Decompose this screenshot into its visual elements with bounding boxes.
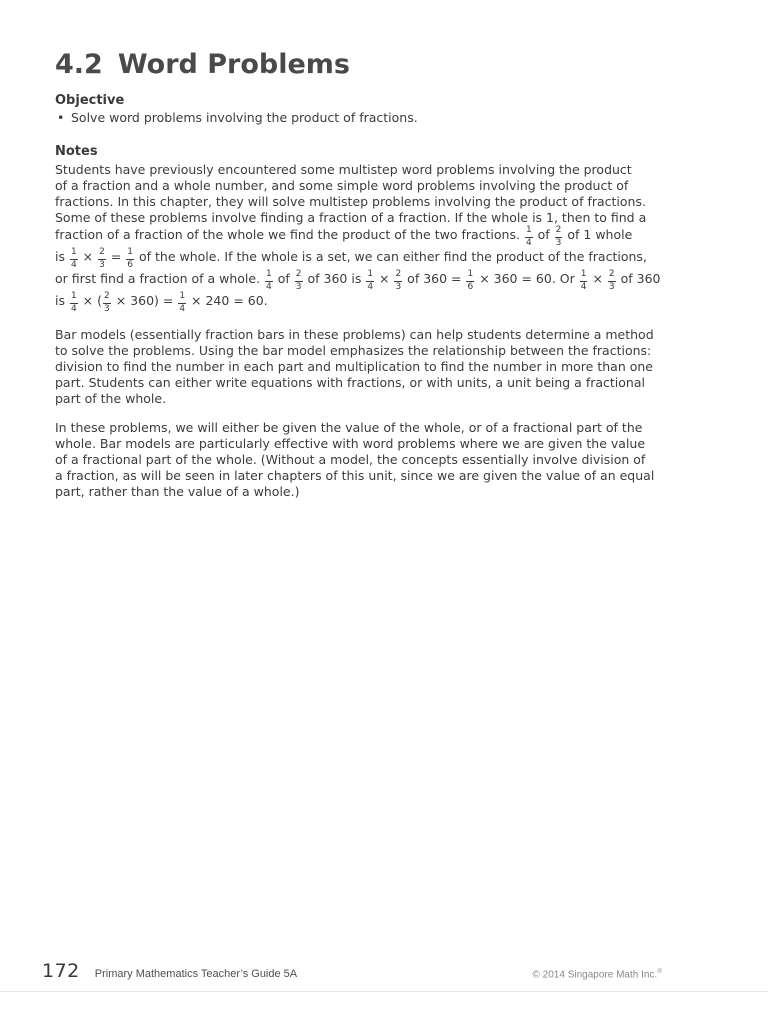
page-title bbox=[55, 50, 700, 80]
fraction: $\frac{1}{4}$ bbox=[70, 291, 77, 314]
text-line: is $\frac{1}{4}$ × ( $\frac{2}{3}$ × 360) = $\frac{1}{4}$ × 240 = 60. bbox=[55, 291, 268, 314]
fraction: $\frac{2}{3}$ bbox=[555, 225, 562, 248]
fraction: $\frac{1}{4}$ bbox=[525, 225, 532, 248]
copyright-notice bbox=[533, 968, 662, 980]
text-line: or first find a fraction of a whole. $\frac{1}{4}$ of $\frac{2}{3}$ of 360 is $\frac{1}{4}$ × $\frac{2}{3}$ of 360 = $\frac{1}{6}$ × 360 = 60. Or $\frac{1}{4}$ × $\frac{2}{3}$ of 360 bbox=[55, 269, 661, 292]
registered-mark: ® bbox=[657, 967, 662, 975]
fraction: $\frac{2}{3}$ bbox=[104, 291, 110, 314]
page-bottom-rule bbox=[0, 991, 768, 992]
fraction: $\frac{1}{4}$ bbox=[266, 269, 272, 292]
text-line: Students have previously encountered some multistep word problems involving the product bbox=[55, 162, 632, 177]
copyright-text: © 2014 Singapore Math Inc. bbox=[532, 969, 658, 980]
fraction: $\frac{1}{6}$ bbox=[467, 269, 474, 292]
text-line: of a fraction and a whole number, and some simple word problems involving the product of bbox=[55, 178, 629, 193]
text-line: division to find the number in each part and multiplication to find the number in more than one bbox=[55, 359, 653, 374]
fraction: $\frac{1}{4}$ bbox=[179, 291, 186, 314]
text-line: fraction of a fraction of the whole we find the product of the two fractions. $\frac{1}{4}$ of $\frac{2}{3}$ of 1 whole bbox=[55, 225, 633, 248]
book-title: Primary Mathematics Teacher’s Guide 5A bbox=[94, 968, 298, 980]
text-line: part, rather than the value of a whole.) bbox=[55, 484, 300, 499]
text-line: Some of these problems involve finding a fraction of a fraction. If the whole is 1, then to find a bbox=[55, 210, 647, 225]
text-line: part of the whole. bbox=[55, 391, 167, 406]
fraction: $\frac{2}{3}$ bbox=[395, 269, 402, 292]
text-line: Bar models (essentially fraction bars in these problems) can help students determine a method bbox=[55, 327, 654, 342]
text-line: part. Students can either write equations with fractions, or with units, a unit being a fractional bbox=[55, 375, 645, 390]
text-line: In these problems, we will either be given the value of the whole, or of a fractional part of the bbox=[55, 420, 643, 435]
section-number: 4.2 bbox=[55, 49, 103, 80]
fraction: $\frac{1}{4}$ bbox=[70, 247, 77, 270]
text-line: to solve the problems. Using the bar model emphasizes the relationship between the fractions: bbox=[55, 343, 652, 358]
bullet-dot: • bbox=[57, 110, 65, 125]
notes-heading: Notes bbox=[55, 144, 98, 159]
page-number: 172 bbox=[42, 960, 80, 982]
fraction: $\frac{2}{3}$ bbox=[295, 269, 302, 292]
objective-heading: Objective bbox=[55, 93, 125, 108]
text-line: whole. Bar models are particularly effective with word problems where we are given the value bbox=[55, 436, 646, 451]
fraction: $\frac{1}{4}$ bbox=[367, 269, 374, 292]
fraction: $\frac{1}{4}$ bbox=[580, 269, 587, 292]
section-title-text: Word Problems bbox=[117, 49, 351, 80]
fraction: $\frac{2}{3}$ bbox=[99, 247, 105, 270]
page-footer bbox=[42, 960, 662, 982]
text-line: a fraction, as will be seen in later chapters of this unit, since we are given the value of an equal bbox=[55, 468, 655, 483]
objective-item bbox=[55, 110, 700, 126]
notes-paragraph-2 bbox=[55, 327, 700, 407]
page-content bbox=[55, 50, 700, 513]
text-line: is $\frac{1}{4}$ × $\frac{2}{3}$ = $\frac{1}{6}$ of the whole. If the whole is a set, we can either find the product of the fractions, bbox=[55, 247, 647, 270]
objective-text: Solve word problems involving the product of fractions. bbox=[71, 110, 418, 125]
fraction: $\frac{1}{6}$ bbox=[127, 247, 134, 270]
text-line: of a fractional part of the whole. (Without a model, the concepts essentially involve division of bbox=[55, 452, 646, 467]
notes-paragraph-1 bbox=[55, 162, 700, 314]
text-line: fractions. In this chapter, they will solve multistep problems involving the product of fractions. bbox=[55, 194, 646, 209]
notes-paragraph-3 bbox=[55, 420, 700, 500]
fraction: $\frac{2}{3}$ bbox=[608, 269, 615, 292]
